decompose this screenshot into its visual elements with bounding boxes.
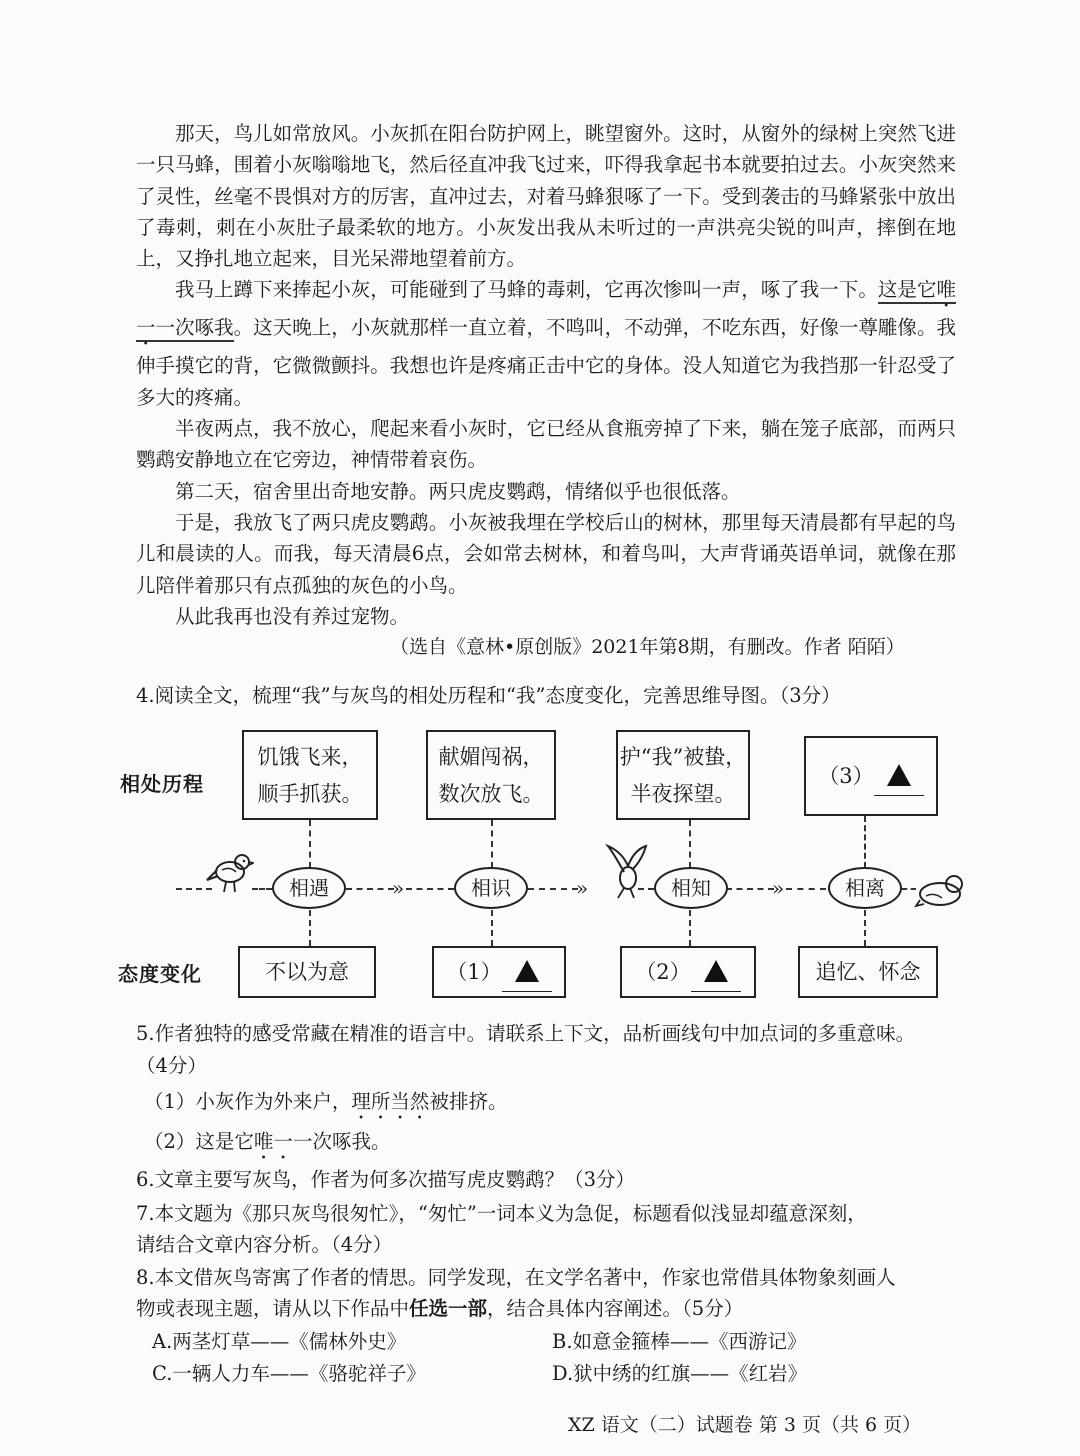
answer-blank: [874, 758, 924, 796]
question-8-line-1: 8.本文借灰鸟寄寓了作者的情思。同学发现，在文学名著中，作家也常借具体物象刻画人: [136, 1266, 896, 1289]
connector: [864, 910, 866, 946]
dotted-word: 理所当然: [351, 1090, 430, 1113]
text: 物或表现主题，请从以下作品中: [136, 1297, 410, 1320]
connector: [491, 820, 493, 868]
question-6: 6.文章主要写灰鸟，作者为何多次描写虎皮鹦鹉？（3分）: [136, 1168, 636, 1191]
connector: [309, 910, 311, 946]
connector: [309, 820, 311, 868]
process-box-3: [616, 730, 750, 820]
flying-bird-icon: [604, 842, 650, 902]
attitude-box-1: 不以为意: [238, 946, 376, 998]
answer-blank: [691, 954, 741, 992]
box-line: 献媚闯祸，: [438, 745, 544, 769]
option-c: C.一辆人力车——《骆驼祥子》: [152, 1362, 426, 1385]
connector: [864, 816, 866, 868]
attitude-box-3: [620, 946, 756, 998]
text: （1）小灰作为外来户，: [144, 1090, 352, 1113]
perched-bird-icon: [206, 850, 254, 896]
text: 一次啄我。: [292, 1130, 391, 1153]
text: 我马上蹲下来捧起小灰，可能碰到了马蜂的毒刺，它再次惨叫一声，啄了我一下。: [175, 278, 878, 302]
process-box-4: [804, 736, 938, 816]
text: 。这天晚上，小灰就那样一直立着，不鸣叫，不动弹，不吃东西，好像一尊雕像。我伸手摸它的背，它微微颤抖。我想也许是疼痛正击中它的身体。没人知道它为我挡那一针忍受了多大的疼痛。: [136, 316, 956, 409]
process-box-2: [426, 730, 556, 820]
attitude-box-4: 追忆、怀念: [798, 946, 938, 998]
option-a: A.两茎灯草——《儒林外史》: [152, 1330, 407, 1353]
timeline-segment: [786, 888, 826, 890]
reading-passage: [136, 118, 956, 632]
paragraph: 那天，鸟儿如常放风。小灰抓在阳台防护网上，眺望窗外。这时，从窗外的绿树上突然飞进一只马蜂，围着小灰嗡嗡地飞，然后径直冲我飞过来，吓得我拿起书本就要拍过去。小灰突然来了灵性，丝毫不畏惧对方的厉害，直冲过去，对着马蜂狠啄了一下。受到袭击的马蜂紧张中放出了毒刺，刺在小灰肚子最柔软的地方。小灰发出我从未听过的一声洪亮尖锐的叫声，摔倒在地上，又挣扎地立起来，目光呆滞地望着前方。: [136, 122, 956, 271]
connector: [689, 820, 691, 868]
box-line: 饥饿飞来，: [257, 745, 363, 769]
option-b: B.如意金箍棒——《西游记》: [552, 1330, 807, 1353]
question-8-line-2: [136, 1293, 743, 1321]
paragraph: 从此我再也没有养过宠物。: [175, 604, 410, 628]
question-5-score: （4分）: [136, 1054, 207, 1077]
question-7-line-2: 请结合文章内容分析。（4分）: [136, 1233, 393, 1256]
text: （2）这是它: [144, 1130, 254, 1153]
attitude-box-2: [432, 946, 566, 998]
paragraph: 半夜两点，我不放心，爬起来看小灰时，它已经从食瓶旁掉了下来，躺在笼子底部，而两只鹦鹉安静地立在它旁边，神情带着哀伤。: [136, 417, 956, 472]
dotted-word: 唯一: [253, 1130, 293, 1153]
box-line: 顺手抓获。: [257, 782, 363, 806]
answer-blank: [502, 954, 552, 992]
stage-part: 相离: [828, 867, 902, 909]
source-citation: （选自《意林•原创版》2021年第8期，有删改。作者 陌陌）: [390, 636, 905, 658]
dotted-word: 唯一: [136, 278, 956, 340]
question-7-line-1: 7.本文题为《那只灰鸟很匆忙》，“匆忙”一词本义为急促，标题看似浅显却蕴意深刻，: [136, 1202, 867, 1225]
paragraph: 于是，我放飞了两只虎皮鹦鹉。小灰被我埋在学校后山的树林，那里每天清晨都有早起的鸟儿和晨读的人。而我，每天清晨6点，会如常去树林，和着鸟叫，大声背诵英语单词，就像在那儿陪伴着那只有点孤独的灰色的小鸟。: [136, 510, 956, 597]
box-line: 半夜探望。: [630, 782, 736, 806]
page-footer: XZ 语文（二）试题卷 第 3 页（共 6 页）: [568, 1414, 922, 1436]
timeline-segment: [346, 888, 394, 890]
stage-understand: 相知: [654, 867, 728, 909]
row-label-attitude: 态度变化: [118, 962, 202, 986]
timeline-segment: [528, 888, 578, 890]
question-5: 5.作者独特的感受常藏在精准的语言中。请联系上下文，品析画线句中加点词的多重意味。: [136, 1022, 916, 1045]
arrow-icon: »: [576, 876, 589, 900]
paragraph: 第二天，宿舍里出奇地安静。两只虎皮鹦鹉，情绪似乎也很低落。: [175, 479, 741, 503]
text: 这是它: [877, 278, 937, 302]
question-4: 4.阅读全文，梳理“我”与灰鸟的相处历程和“我”态度变化，完善思维导图。（3分）: [136, 684, 841, 707]
connector: [689, 910, 691, 946]
fallen-bird-icon: [914, 870, 966, 910]
process-box-1: [242, 730, 378, 820]
emphasis: 任选一部: [409, 1297, 488, 1320]
stage-acquaint: 相识: [454, 867, 528, 909]
triangle-icon: [887, 764, 911, 786]
question-5-sentence-1: [144, 1086, 507, 1124]
arrow-icon: »: [772, 876, 785, 900]
box-line: 数次放飞。: [438, 782, 544, 806]
triangle-icon: [704, 960, 728, 982]
blank-number: （1）: [446, 960, 502, 984]
timeline-segment: [406, 888, 454, 890]
stage-meet: 相遇: [272, 867, 346, 909]
text: 被排挤。: [429, 1090, 508, 1113]
row-label-process: 相处历程: [120, 772, 204, 796]
question-5-sentence-2: [144, 1126, 390, 1164]
text: 一次啄我: [155, 316, 234, 340]
paragraph: [136, 274, 956, 413]
timeline-segment: [252, 888, 272, 890]
option-d: D.狱中绣的红旗——《红岩》: [552, 1362, 808, 1385]
text: ，结合具体内容阐述。（5分）: [487, 1297, 744, 1320]
timeline-segment: [726, 888, 774, 890]
blank-number: （2）: [635, 960, 691, 984]
connector: [491, 910, 493, 946]
arrow-icon: »: [392, 876, 405, 900]
triangle-icon: [515, 960, 539, 982]
blank-number: （3）: [818, 764, 874, 788]
box-line: 护“我”被蛰，: [619, 745, 747, 769]
